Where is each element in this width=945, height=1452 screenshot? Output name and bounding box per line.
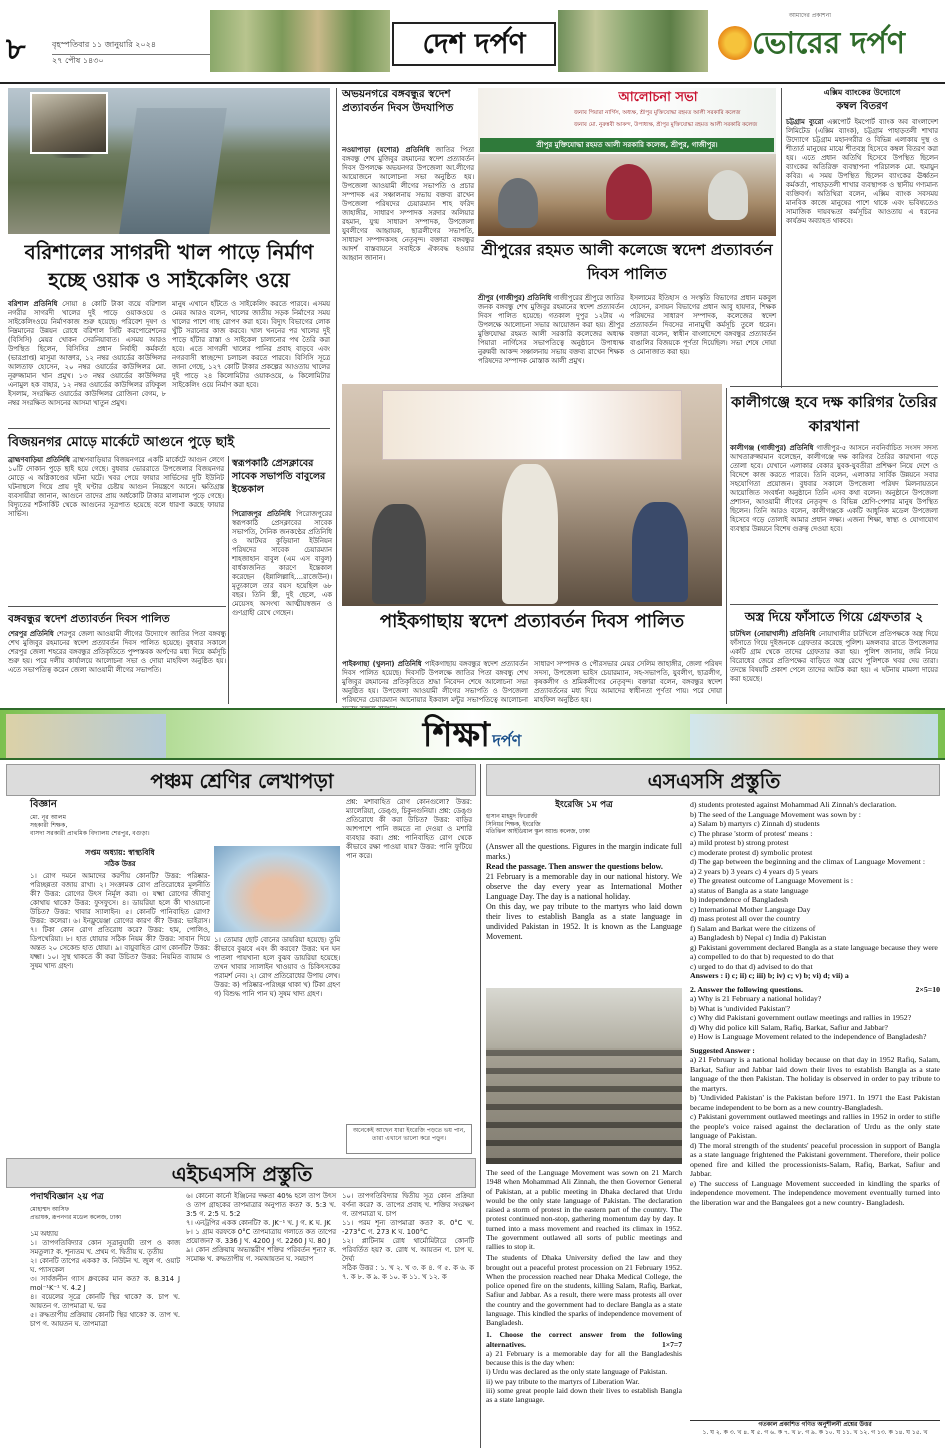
ssc-q1-text: 1. Choose the correct answer from the following alternatives. bbox=[486, 1330, 682, 1349]
class5-ad-note: অনেকেই আছেন যারা ইংরেজি পড়তে ভয় পান, তারা এখানে ভালো করে পড়ুন। bbox=[346, 1124, 472, 1154]
ssc-q1a-opt-3: iii) some great people laid down their lives to establish Bangla as a state language. bbox=[486, 1385, 682, 1404]
ssc-mcq-line: f) Salam and Barkat were the citizens of bbox=[690, 923, 816, 933]
arrest-body bbox=[730, 630, 938, 704]
sreepur-text-1: গাজীপুরের শ্রীপুরে জাতির জনক বঙ্গবন্ধু শেখ মুজিবুর রহমানের স্বদেশ প্রত্যাবর্তন দিবস পালিত হয়েছে। গতকাল দুপুর ১২টায় এ উপলক্ষে আলোচনা সভার আয়োজন করা হয়। শ্রীপুর মুক্তিযোদ্ধা রহমত আলী সরকারি কলেজের অধ্যক্ষ পিয়ারা নার্গিসের সভাপতিত্বে অনুষ্ঠানে উপাধ্যক্ষ নুরুন্নবী আকন্দ সঞ্চালনায় সভায় বক্তব্য রাখেন শিক্ষক পরিষদের সম্পাদক মোস্তাক আলী প্রমুখ। bbox=[478, 294, 624, 365]
ssc-mcq-line: d) The gap between the beginning and the climax of Language Movement : bbox=[690, 857, 925, 866]
sun-icon bbox=[718, 26, 752, 60]
class5-subject: বিজ্ঞান bbox=[30, 799, 57, 810]
paikgachha-body-col2 bbox=[534, 660, 722, 704]
ssc-q2 bbox=[690, 985, 940, 995]
lead-body-2: মানুষ এখানে হাঁটতে ও সাইকেলিং করতে পারবে। এসময় মেয়র আরও বলেন, খালের জাতীয় সড়ক নির্মাণের সময় খালের পাশে গাছ রোপণ করা হবে। বিদ্যুৎ বিভাগের লোক খুঁটি সরানোর কাজ করবে। খাল খননের পর খালের দুই পাড়ে হাঁটার রাস্তা ও সাইকেল চালানোর পথ তৈরি করা হবে। এতে সাগরদী খালের পানির প্রবাহ বাড়বে এবং নগরবাসী স্বাচ্ছন্দ্যে চলাচল করতে পারবে। বিসিসি সূত্রে জানা গেছে, ১২৭ কোটি টাকার প্রকল্পের আওতায় খালের দুই পাড়ে ২৪ কিলোমিটার ওয়াকওয়ে, ৬ কিলোমিটার সাইকেলিং ওয়ে নির্মাণ করা হবে। bbox=[172, 300, 330, 389]
brand-small: আমাদের প্রকাশনা bbox=[788, 12, 832, 19]
kaliganj-body bbox=[730, 444, 938, 600]
abhoynagar-byline: নওয়াপাড়া (যশোর) প্রতিনিধি bbox=[342, 146, 430, 154]
ssc-footer-note: গতকাল প্রকাশিত গণিত অনুশীলনী প্রশ্নের উত্তর bbox=[758, 1421, 872, 1428]
ssc-right-col bbox=[690, 800, 940, 1420]
sreepur-body-col2 bbox=[630, 294, 776, 382]
divider bbox=[730, 386, 938, 387]
exam-hall-photo bbox=[486, 988, 682, 1164]
divider bbox=[726, 388, 727, 704]
sreepur-byline: শ্রীপুর (গাজীপুর) প্রতিনিধি bbox=[478, 294, 552, 302]
hsc-author: মোহাম্মদ আসিফ প্রভাষক, রূপনগর মডেল কলেজ, ঢাকা bbox=[30, 1206, 122, 1221]
sherpur-text: শেরপুর জেলা আওয়ামী লীগের উদ্যোগে জাতির পিতা বঙ্গবন্ধু শেখ মুজিবুর রহমানের স্বদেশ প্রত্যাবর্তন দিবস পালিত হয়েছে। বুধবার সকালে শেরপুর জেলা শহরের বঙ্গবন্ধুর প্রতিকৃতিতে পুষ্পস্তবক অর্পণের মধ্য দিয়ে কর্মসূচি শুরু হয়। পরে দলীয় কার্যালয়ে আলোচনা সভা ও দোয়া মাহফিল অনুষ্ঠিত হয়। এতে সভাপতিত্ব করেন জেলা আওয়ামী লীগের সভাপতি। bbox=[8, 630, 226, 674]
class5-qtitle: সঠিক উত্তর bbox=[104, 860, 136, 868]
ssc-instructions: (Answer all the questions. Figures in the margin indicate full marks.) bbox=[486, 842, 682, 861]
section-title: দেশ দর্পণ bbox=[392, 22, 556, 66]
ssc-q2-item: e) How is Language Movement related to the independence of Bangladesh? bbox=[690, 1032, 927, 1041]
ssc-mcq-line: d) students protested against Mohammad Ali Zinnah's declaration. bbox=[690, 800, 897, 809]
exim-byline: চট্টগ্রাম ব্যুরো bbox=[786, 118, 824, 126]
exim-headline: কম্বল বিতরণ bbox=[836, 101, 888, 112]
ssc-mcq-line: e) The greatest outcome of Language Movement is : bbox=[690, 876, 854, 885]
ssc-mcq-line: a) 2 years b) 3 years c) 4 years d) 5 years bbox=[690, 866, 818, 876]
lead-body-col2 bbox=[172, 300, 330, 424]
exim-body bbox=[786, 118, 938, 380]
sreepur-headline: শ্রীপুরের রহমত আলী কলেজে স্বদেশ প্রত্যাবর্তন দিবস পালিত bbox=[481, 240, 773, 283]
masthead-photo-strip-left bbox=[210, 10, 390, 72]
ssc-q2-item: d) Why did police kill Salam, Rafiq, Barkat, Safiur and Jabbar? bbox=[690, 1022, 888, 1032]
hsc-col2: ৬। কোনো কার্নো ইঞ্জিনের দক্ষতা 40% হলে তাপ উৎস ও তাপ গ্রাহকের তাপমাত্রার অনুপাত কত? ক. 5:3 খ. 3:5 গ. 2:5 ঘ. 5:2 ৭। এনট্রপির একক কোনটি? ক. JK⁻¹ খ. J গ. K ঘ. JK ৮। ১ গ্রাম বরফকে 0°C তাপমাত্রায় গলাতে কত তাপের প্রয়োজন? ক. 336 J খ. 4200 J গ. 2260 J ঘ. 80 J ৯। কোন প্রক্রিয়ায় অভ্যন্তরীণ শক্তির পরিবর্তন শূন্য? ক. সমোষ্ণ খ. রুদ্ধতাপীয় গ. সমআয়তন ঘ. সমচাপ bbox=[186, 1192, 336, 1263]
ssc-mcq-line: d) mass protest all over the country bbox=[690, 914, 800, 923]
lead-photo-inset bbox=[30, 92, 108, 154]
divider bbox=[228, 456, 229, 704]
ssc-answer: c) Pakistani government outlawed meetings and rallies in 1952 in order to stifle the people's voice raised against the declaration of Urdu as the only state language of Pakistan. bbox=[690, 1112, 940, 1140]
lead-byline: বরিশাল প্রতিনিধি bbox=[8, 300, 58, 308]
lead-headline: বরিশালের সাগরদী খাল পাড়ে নির্মাণ হচ্ছে ওয়াক ও সাইকেলিং ওয়ে bbox=[24, 240, 314, 292]
education-banner-title bbox=[372, 712, 572, 758]
sherpur-byline: শেরপুর প্রতিনিধি bbox=[8, 630, 54, 638]
ssc-mcq-line: b) independence of Bangladesh bbox=[690, 895, 789, 904]
ssc-header-title: এসএসসি প্রস্তুতি bbox=[647, 769, 781, 793]
ssc-left-col-lower bbox=[486, 1168, 682, 1448]
sherpur-body bbox=[8, 630, 226, 702]
arrest-text: নোয়াখালীর চাটখিলে প্রতিপক্ষকে অস্ত্র দিয়ে ফাঁসাতে গিয়ে দুইজনকে গ্রেফতার করেছে পুলিশ। মঙ্গলবার রাতে উপজেলার একটি গ্রাম থেকে তাদের গ্রেফতার করা হয়। পুলিশ জানায়, জমি নিয়ে বিরোধের জেরে প্রতিপক্ষের বাড়িতে অস্ত্র রেখে পুলিশকে খবর দেয় তারা। তদন্তে বিষয়টি প্রকাশ পেলে তাদের আটক করা হয়। এ ঘটনায় মামলা দায়ের করা হয়েছে। bbox=[730, 630, 938, 683]
seminar-banner-line2: জনাব মো. নুরুন্নবী আকন্দ, উপাধ্যক্ষ, শ্রীপুর মুক্তিযোদ্ধা রহমত আলী সরকারি কলেজ bbox=[574, 122, 758, 128]
brand-name: ভোরের দর্পণ bbox=[752, 26, 905, 61]
arrest-byline: চাটখিল (নোয়াখালী) প্রতিনিধি bbox=[730, 630, 816, 638]
class5-header bbox=[6, 764, 476, 796]
seminar-person-center bbox=[606, 164, 652, 220]
kaliganj-headline: কালীগঞ্জে হবে দক্ষ কারিগর তৈরির কারখানা bbox=[731, 393, 937, 435]
seminar-person-left bbox=[498, 178, 538, 228]
ssc-q2-item: a) Why is 21 February a national holiday? bbox=[690, 994, 822, 1003]
paikgachha-byline: পাইকগাছা (খুলনা) প্রতিনিধি bbox=[342, 660, 422, 668]
class5-right-text: প্রশ্ন: মশাবাহিত রোগ কোনগুলো? উত্তর: ম্যালেরিয়া, ডেঙ্গু, চিকুনগুনিয়া। প্রশ্ন: ডেঙ্গু প্রতিরোধে কী করা উচিত? উত্তর: বাড়ির আশপাশে পানি জমতে না দেওয়া ও মশারি ব্যবহার করা। প্রশ্ন: পানিবাহিত রোগ থেকে কীভাবে রক্ষা পাওয়া যায়? উত্তর: পানি ফুটিয়ে পান করে। bbox=[346, 798, 472, 860]
bijoynagar-byline: ব্রাহ্মণবাড়িয়া প্রতিনিধি bbox=[8, 456, 70, 464]
ssc-subject: ইংরেজি ১ম পত্র bbox=[555, 800, 613, 810]
exim-kicker: এক্সিম ব্যাংকের উদ্যোগে bbox=[823, 88, 901, 97]
ssc-q1a-opt-2: ii) we pay tribute to the martyrs of Liberation War. bbox=[486, 1376, 640, 1386]
ssc-mcq-line: a) mild protest b) strong protest bbox=[690, 838, 789, 847]
ssc-header bbox=[486, 764, 940, 796]
ssc-answer: e) The success of Language Movement succeeded in kindling the sparks of independence movement. The independence movement eventually turned into the liberation war and the Bangalees got a new country- Bangladesh. bbox=[690, 1178, 940, 1207]
swarupkathi-body bbox=[232, 510, 332, 702]
ssc-answer: a) 21 February is a national holiday because on that day in 1952 Rafiq, Salam, Barkat, Safiur and Jabbar laid down their lives to establish Bangla as a state language of the then Pakistan. The holiday is observed in order to pay tribute to the martyrs. bbox=[690, 1055, 940, 1093]
ssc-mcq-line: c) International Mother Language Day bbox=[690, 904, 811, 914]
page-number: ৮ bbox=[6, 32, 26, 67]
ssc-q2-item: b) What is 'undivided Pakistan'? bbox=[690, 1003, 791, 1013]
handwash-photo bbox=[214, 846, 340, 932]
ssc-q1-marks: 1×7=7 bbox=[661, 1339, 682, 1349]
hsc-header bbox=[6, 1158, 476, 1188]
seminar-banner-footer: শ্রীপুর মুক্তিযোদ্ধা রহমত আলী সরকারি কলেজ, শ্রীপুর, গাজীপুর। bbox=[480, 138, 774, 152]
swarupkathi-text: পিরোজপুরের স্বরূপকাঠি প্রেসক্লাবের সাবেক সভাপতি, দৈনিক জনকণ্ঠের প্রতিনিধি ও আটঘর কুড়িয়ানা ইউনিয়ন পরিষদের সাবেক চেয়ারম্যান শাহজাহান বাবুল (এম এস বাবুল) বার্ধক্যজনিত কারণে ইন্তেকাল করেছেন (ইন্নালিল্লাহি....রাজেউন)। মৃত্যুকালে তার বয়স হয়েছিল ৬৮ বছর। তিনি স্ত্রী, দুই ছেলে, এক মেয়েসহ অসংখ্য আত্মীয়স্বজন ও গুণগ্রাহী রেখে গেছেন। bbox=[232, 510, 332, 617]
masthead bbox=[0, 0, 945, 84]
abhoynagar-text: জাতির পিতা বঙ্গবন্ধু শেখ মুজিবুর রহমানের স্বদেশ প্রত্যাবর্তন দিবস উপলক্ষে অভয়নগর উপজেলা আ.লীগের আয়োজনে আলোচনা সভা অনুষ্ঠিত হয়। উপজেলা আওয়ামী লীগের সভাপতি ও প্রচার সম্পাদক এর সঞ্চালনায় সভায় বক্তব্য রাখেন উপজেলা পরিষদের চেয়ারম্যান শাহ ফরিদ জাহাঙ্গীর, সাধারণ সম্পাদক সরদার অলিয়ার রহমান, যুগ্ম সাধারণ সম্পাদক, উপজেলা যুবলীগের আহ্বায়ক, ছাত্রলীগের সভাপতি, সাধারণ সম্পাদকসহ নেতৃবৃন্দ। বক্তারা বঙ্গবন্ধুর আদর্শ বাস্তবায়নে সবাইকে ঐক্যবদ্ধ হওয়ার আহ্বান জানান। bbox=[342, 146, 474, 262]
ssc-mcq-line: a) Salam b) martyrs c) Zinnah d) students bbox=[690, 819, 820, 828]
paikgachha-photo bbox=[342, 384, 722, 606]
seminar-banner-title: আলোচনা সভা bbox=[618, 90, 698, 105]
paikgachha-text-2: সাধারণ সম্পাদক ও পৌরসভার মেয়র সেলিম জাহাঙ্গীর, জেলা পরিষদ সদস্য, উপজেলা ভাইস চেয়ারম্যান, সহ-সভাপতি, যুবলীগ, ছাত্রলীগ, কৃষকলীগ ও শ্রমিকলীগের নেতৃবৃন্দ। বক্তারা বলেন, বঙ্গবন্ধুর স্বদেশ প্রত্যাবর্তনের মধ্য দিয়ে আমাদের স্বাধীনতা পূর্ণতা পায়। পরে দোয়া মাহফিল অনুষ্ঠিত হয়। bbox=[534, 660, 722, 704]
ssc-answer: d) The moral strength of the students' peaceful procession in support of Bangla as a state language frightened the Pakistani government. Therefore, their police opened fire and killed the processionists-Salam, Rafiq, Barkat, Safiur and Jabbar. bbox=[690, 1140, 940, 1178]
masthead-photo-strip-right bbox=[558, 10, 708, 72]
sreepur-body-col1 bbox=[478, 294, 624, 382]
ssc-footer-box bbox=[690, 1420, 940, 1448]
ssc-passage-4: The students of Dhaka University defied the law and they brought out a peaceful protest procession on 21 February 1952. When the procession reached near Dhaka Medical College, the police opened fire on the students, killing Salam, Rafiq, Barkat, Safiur and Jabbar. As a result, there were mass protests all over the country and the government had to declare Bangla as a state language. This kindled the sparks of independence movement of Bangladesh. bbox=[486, 1253, 682, 1327]
swarupkathi-headline: স্বরূপকাঠি প্রেসক্লাবের সাবেক সভাপতি বাবুলের ইন্তেকাল bbox=[232, 458, 326, 495]
class5-header-title: পঞ্চম শ্রেণির লেখাপড়া bbox=[150, 769, 334, 793]
exim-text: এক্সপোর্ট ইমপোর্ট ব্যাংক অব বাংলাদেশ লিমিটেড (এক্সিম ব্যাংক), চট্টগ্রাম পাহাড়তলী শাখার উদ্যোগে চট্টগ্রাম মহানগরীর ও বিভিন্ন এলাকায় দুস্থ ও শীতার্ত মানুষের মাঝে শীতবস্ত্র হিসেবে কম্বল বিতরণ করা হয়। এতে প্রধান অতিথি হিসেবে উপস্থিত ছিলেন ব্যাংকের অতিরিক্ত ব্যবস্থাপনা পরিচালক মো. হুমায়ুন কবির। এ সময় উপস্থিত ছিলেন ব্যাংকের ঊর্ধ্বতন কর্মকর্তা, পাহাড়তলী শাখার ব্যবস্থাপক ও স্থানীয় গণ্যমান্য ব্যক্তিবর্গ। অতিথিরা বলেন, এক্সিম ব্যাংক সবসময় মানবিক কাজে মানুষের পাশে থাকে এবং ভবিষ্যতেও সামাজিক দায়বদ্ধতা কর্মসূচির আওতায় এ ধরনের কার্যক্রম অব্যাহত থাকবে। bbox=[786, 118, 938, 225]
divider bbox=[8, 606, 226, 607]
ssc-q2-text: 2. Answer the following questions. bbox=[690, 984, 803, 994]
ssc-passage-2: On this day, we pay tribute to the martyrs who laid down their lives to establish Bangla as a state language in undivided Pakistan in 1952. It is known as the Language Movement. bbox=[486, 902, 682, 941]
date-line-1: বৃহস্পতিবার ১১ জানুয়ারি ২০২৪ bbox=[52, 40, 157, 49]
ssc-q1a: a) 21 February is a memorable day for all the Bangladeshis because this is the day when: bbox=[486, 1348, 682, 1367]
ssc-passage-1: 21 February is a memorable day in our national history. We observe the day every year as International Mother Language Day. The day is a national holiday. bbox=[486, 872, 682, 901]
education-title: শিক্ষা bbox=[422, 715, 490, 755]
class5-mid-text: ১। তোমার ছোট বোনের ডায়রিয়া হয়েছে। তুমি কীভাবে বুঝবে এবং কী করবে? উত্তর: ঘন ঘন পাতলা পায়খানা হলে বুঝব ডায়রিয়া হয়েছে। তখন খাবার স্যালাইন খাওয়াব ও চিকিৎসকের পরামর্শ নেব। ২। রোগ প্রতিরোধের উপায় লেখ। উত্তর: ক) পরিষ্কার-পরিচ্ছন্ন থাকা খ) টিকা গ্রহণ গ) বিশুদ্ধ পানি পান ঘ) সুষম খাদ্য গ্রহণ। bbox=[214, 936, 340, 998]
class5-left-text: ১। রোগ দমনে আমাদের করণীয় কোনটি? উত্তর: পরিষ্কার-পরিচ্ছন্নতা বজায় রাখা। ২। সংক্রামক রোগ প্রতিরোধের মূলনীতি কী? উত্তর: রোগের উৎস নির্মূল করা। ৩। যক্ষ্মা রোগের জীবাণু কোথায় থাকে? উত্তর: ফুসফুসে। ৪। ডায়রিয়া হলে কী খাওয়ানো উচিত? উত্তর: খাবার স্যালাইন। ৫। কোনটি পানিবাহিত রোগ? উত্তর: কলেরা। ৬। ইনফ্লুয়েঞ্জা রোগের কারণ কী? উত্তর: ভাইরাস। ৭। টিকা কোন রোগ প্রতিরোধ করে? উত্তর: হাম, পোলিও, ডিপথেরিয়া। ৮। হাত ধোয়ার সঠিক নিয়ম কী? উত্তর: সাবান দিয়ে অন্তত ২০ সেকেন্ড হাত ধোয়া। ৯। বায়ুবাহিত রোগ কোনটি? উত্তর: যক্ষ্মা। ১০। সুস্থ থাকতে কী করা উচিত? উত্তর: নিয়মিত ব্যায়াম ও সুষম খাদ্য গ্রহণ। bbox=[30, 872, 210, 970]
paikgachha-headline: পাইকগাছায় স্বদেশ প্রত্যাবর্তন দিবস পালিত bbox=[379, 611, 685, 632]
arrest-headline: অস্ত্র দিয়ে ফাঁসাতে গিয়ে গ্রেফতার ২ bbox=[744, 609, 924, 624]
divider bbox=[480, 764, 481, 1448]
ssc-passage-3: The seed of the Language Movement was sown on 21 March 1948 when Mohammad Ali Zinnah, the then Governor General of Pakistan, at a public meeting in Dhaka declared that Urdu would be the only state language of Pakistan. The declaration raised a storm of protest in the eastern part of the country. The protest continued non-stop, gathering momentum day by day. It turned into a mass movement and reached its climax in 1952. The government outlawed all sorts of public meetings and rallies to stop it. bbox=[486, 1168, 682, 1251]
ssc-mcq-line: b) The seed of the Language Movement was sown by : bbox=[690, 809, 861, 819]
paikgachha-banner bbox=[382, 390, 682, 460]
ssc-mcq-line: a) Bangladesh b) Nepal c) India d) Pakistan bbox=[690, 933, 827, 942]
seminar-banner bbox=[478, 88, 776, 154]
hsc-col3: ১০। তাপগতিবিদ্যার দ্বিতীয় সূত্র কোন প্রক্রিয়া বর্ণনা করে? ক. তাপের প্রবাহ খ. শক্তির সংরক্ষণ গ. তাপমাত্রা ঘ. চাপ ১১। পরম শূন্য তাপমাত্রা কত? ক. 0°C খ. -273°C গ. 273 K ঘ. 100°C ১২। প্লাটিনাম রোধ থার্মোমিটারে কোনটি পরিবর্তিত হয়? ক. রোধ খ. আয়তন গ. চাপ ঘ. দৈর্ঘ্য সঠিক উত্তর : ১. খ ২. খ ৩. ক ৪. গ ৫. ক ৬. ক ৭. ক ৮. ক ৯. ক ১০. ক ১১. খ ১২. ক bbox=[342, 1192, 474, 1281]
lead-body-1: সোয়া ৪ কোটি টাকা ব্যয়ে বরিশাল নগরীর সাগরদী খালের দুই পাড়ে ওয়াকওয়ে ও সাইকেলিংওয়ে নির্মাণকাজ শুরু হয়েছে। পরিবেশ দূষণ ও নিম্নমানের উন্নয়ন রোধে বরিশাল সিটি করপোরেশনের (বিসিসি) মেয়র খোকন সেরনিয়াবাত। এসময় আরও উপস্থিত ছিলেন, বিসিসির প্রধান নির্বাহী কর্মকর্তা (ভারপ্রাপ্ত) মাসুমা আক্তার, ১২ নম্বর ওয়ার্ডের কাউন্সিলর আলতাফ হোসেন, ২০ নম্বর ওয়ার্ডের কাউন্সিলর মো. নূরুজ্জামান খান প্রমুখ। ১৩ নম্বর ওয়ার্ডের কাউন্সিলর এনামুল হক বাহার, ১২ নম্বর ওয়ার্ডের কাউন্সিলর রফিকুল ইসলাম, সংরক্ষিত ওয়ার্ডের কাউন্সিলর রোজিনা বেগম, ৮ নম্বর সংরক্ষিত আসনের আসমা খাতুন প্রমুখ। bbox=[8, 300, 166, 407]
ssc-mcq-line: c) moderate protest d) symbolic protest bbox=[690, 847, 813, 857]
ssc-mcq-answers: Answers : i) c; ii) c; iii) b; iv) c; v) b; vi) d; vii) a bbox=[690, 971, 849, 980]
date-line-2: ২৭ পৌষ ১৪৩০ bbox=[52, 54, 212, 66]
education-banner-left-photo bbox=[6, 714, 166, 758]
divider bbox=[781, 88, 782, 388]
hsc-header-title: এইচএসসি প্রস্তুতি bbox=[171, 1162, 313, 1186]
seminar-photo bbox=[478, 88, 776, 236]
hsc-subject: পদার্থবিজ্ঞান ২য় পত্র bbox=[30, 1192, 104, 1202]
ssc-answer: b) 'Undivided Pakistan' is the Pakistan before 1971. In 1971 the East Pakistan became independent to be born as a new country-Bangladesh. bbox=[690, 1093, 940, 1112]
ssc-mcq-line: c) urged to do that d) advised to do that bbox=[690, 961, 813, 971]
ssc-q1 bbox=[486, 1330, 682, 1349]
ssc-footer-answers: ১. ঘ ২. ক ৩. খ ৪. ঘ ৫. গ ৬. ক ৭. খ ৮. গ ৯. ক ১০. ঘ ১১. খ ১২. গ ১৩. ক ১৪. ঘ ১৫. খ bbox=[702, 1428, 928, 1436]
ssc-q1a-opt-1: i) Urdu was declared as the only state language of Pakistan. bbox=[486, 1367, 668, 1377]
brand-logo bbox=[712, 22, 940, 66]
swarupkathi-byline: পিরোজপুর প্রতিনিধি bbox=[232, 510, 291, 518]
sreepur-text-2: ইসলামের ইতিহাস ও সংস্কৃতি বিভাগের প্রধান মকবুল হোসেন, রসায়ন বিভাগের প্রধান আবু হায়দার, শিক্ষক পরিষদের সাধারণ সম্পাদক, কলেজের স্বদেশ প্রত্যাবর্তন দিবসের নানামুখী কর্মসূচি তুলে ধরেন। বক্তারা বলেন, স্বাধীন বাংলাদেশে বঙ্গবন্ধুর প্রত্যাবর্তন বাঙালির বিজয়কে পূর্ণতা দিয়েছিল। সভা শেষে দোয়া ও মোনাজাত করা হয়। bbox=[630, 294, 776, 356]
class5-author: মো. নূর আলম সহকারী শিক্ষক, বাসদা সরকারী প্রাথমিক বিদ্যালয় শেরপুর, বগুড়া। bbox=[30, 814, 150, 838]
divider bbox=[730, 604, 938, 605]
bijoynagar-body bbox=[8, 456, 224, 604]
education-title-suffix: দর্পণ bbox=[492, 731, 522, 750]
sherpur-headline: বঙ্গবন্ধুর স্বদেশ প্রত্যাবর্তন দিবস পালিত bbox=[8, 613, 170, 625]
bijoynagar-text: ব্রাহ্মণবাড়িয়ার বিজয়নগরে একটি মার্কেটে আগুন লেগে ১০টি দোকান পুড়ে ছাই হয়ে গেছে। বুধবার ভোররাতে উপজেলার বিজয়নগর মোড়ে এ অগ্নিকাণ্ডের ঘটনা ঘটে। খবর পেয়ে ফায়ার সার্ভিসের দুটি ইউনিট ঘটনাস্থলে গিয়ে প্রায় দুই ঘণ্টার চেষ্টায় আগুন নিয়ন্ত্রণে আনে। ক্ষতিগ্রস্ত ব্যবসায়ীরা জানান, আগুনে তাদের প্রায় অর্ধকোটি টাকার মালামাল পুড়ে গেছে। বিদ্যুতের শর্টসার্কিট থেকে আগুনের সূত্রপাত হয়েছে বলে ধারণা করছে ফায়ার সার্ভিস। bbox=[8, 456, 224, 518]
ssc-suggested: Suggested Answer : bbox=[690, 1045, 755, 1055]
abhoynagar-headline: অভয়নগরে বঙ্গবন্ধুর স্বদেশ প্রত্যাবর্তন দিবস উদযাপিত bbox=[342, 88, 454, 114]
abhoynagar-body bbox=[342, 146, 474, 378]
education-banner bbox=[0, 708, 945, 760]
paikgachha-text-1: পাইকগাছায় বঙ্গবন্ধুর স্বদেশ প্রত্যাবর্তন দিবস পালিত হয়েছে। দিবসটি উপলক্ষে জাতির পিতা বঙ্গবন্ধু শেখ মুজিবুর রহমানের প্রতিকৃতিতে শ্রদ্ধা নিবেদন শেষে আলোচনা সভা অনুষ্ঠিত হয়। উপজেলা আওয়ামী লীগের সভাপতি ও উপজেলা পরিষদের চেয়ারম্যান আনোয়ার ইকবাল মন্টুর সভাপতিত্বে আলোচনা bbox=[342, 660, 528, 704]
ssc-q2-item: c) Why did Pakistani government outlaw meetings and rallies in 1952? bbox=[690, 1013, 912, 1022]
ssc-q2-marks: 2×5=10 bbox=[915, 984, 940, 994]
kaliganj-text: গাজীপুর-৫ আসনে নবনির্বাচিত সংসদ সদস্য আখতারুজ্জামান বলেছেন, কালীগঞ্জে দক্ষ কারিগর তৈরির কারখানা গড়ে তোলা হবে। যেখানে এলাকার বেকার যুবক-যুবতীরা প্রশিক্ষণ নিয়ে দেশে ও বিদেশে কাজ করতে পারবে। তিনি বলেন, এলাকার সার্বিক উন্নয়নে সবার সহযোগিতা প্রয়োজন। বুধবার সকালে উপজেলা পরিষদ মিলনায়তনে আয়োজিত সংবর্ধনা অনুষ্ঠানে তিনি এসব কথা বলেন। অনুষ্ঠানে উপজেলা প্রশাসন, আওয়ামী লীগের নেতৃবৃন্দ ও বিভিন্ন শ্রেণি-পেশার মানুষ উপস্থিত ছিলেন। তিনি আরও বলেন, কালীগঞ্জকে একটি আধুনিক মডেল উপজেলা হিসেবে গড়ে তোলাই আমার প্রধান লক্ষ্য। এজন্য শিক্ষা, স্বাস্থ্য ও যোগাযোগ ব্যবস্থার উন্নয়নে বিশেষ গুরুত্ব দেওয়া হবে। bbox=[730, 444, 938, 533]
bijoynagar-headline: বিজয়নগর মোড়ে মার্কেটে আগুনে পুড়ে ছাই bbox=[8, 435, 235, 450]
paikgachha-person-right bbox=[632, 502, 688, 602]
lead-body-col1 bbox=[8, 300, 166, 424]
seminar-banner-line1: জনাব পিয়ারা নার্গিস, অধ্যক্ষ, শ্রীপুর মুক্তিযোদ্ধা রহমত আলী সরকারি কলেজ bbox=[574, 110, 741, 116]
ssc-mcq-line: g) Pakistani government declared Bangla as a state language because they were bbox=[690, 942, 938, 952]
hsc-col1: ১ম অধ্যায় ১। তাপগতিবিদ্যার কোন সূত্রানুযায়ী তাপ ও কাজ সমতুল্য? ক. শূন্যতম খ. প্রথম গ. দ্বিতীয় ঘ. তৃতীয় ২। কোনটি তাপের একক? ক. নিউটন খ. জুল গ. ওয়াট ঘ. প্যাসকেল ৩। সার্বজনীন গ্যাস ধ্রুবকের মান কত? ক. 8.314 J mol⁻¹K⁻¹ খ. 4.2 J ৪। বয়েলের সূত্রে কোনটি স্থির থাকে? ক. চাপ খ. আয়তন গ. তাপমাত্রা ঘ. ভর ৫। রুদ্ধতাপীয় প্রক্রিয়ায় কোনটি স্থির থাকে? ক. তাপ খ. চাপ গ. আয়তন ঘ. তাপমাত্রা bbox=[30, 1230, 180, 1328]
ssc-author: হাসান মাহমুদ ফিরোজী সিনিয়র শিক্ষক, ইংরেজি মতিঝিল আইডিয়াল স্কুল অ্যান্ড কলেজ, ঢাকা bbox=[486, 814, 590, 836]
paikgachha-person-left bbox=[372, 504, 426, 604]
divider bbox=[8, 428, 330, 429]
ssc-mcq-line: a) compelled to do that b) requested to do that bbox=[690, 952, 834, 961]
exam-hall-rows bbox=[486, 1048, 682, 1164]
ssc-mcq-line: a) status of Bangla as a state language bbox=[690, 885, 809, 895]
kaliganj-byline: কালীগঞ্জ (গাজীপুর) প্রতিনিধি bbox=[730, 444, 814, 452]
seminar-person-right bbox=[708, 170, 748, 220]
lead-photo-canal bbox=[119, 108, 227, 234]
paikgachha-speaker bbox=[502, 464, 558, 604]
paikgachha-body-col1 bbox=[342, 660, 528, 704]
class5-chapter: সপ্তম অধ্যায়: স্বাস্থ্যবিধি bbox=[85, 848, 155, 857]
divider bbox=[336, 88, 337, 703]
ssc-read-passage: Read the passage. Then answer the questions below. bbox=[486, 862, 663, 871]
ssc-mcq-line: c) The phrase 'storm of protest' means : bbox=[690, 828, 813, 838]
education-banner-right-photo bbox=[690, 714, 938, 758]
